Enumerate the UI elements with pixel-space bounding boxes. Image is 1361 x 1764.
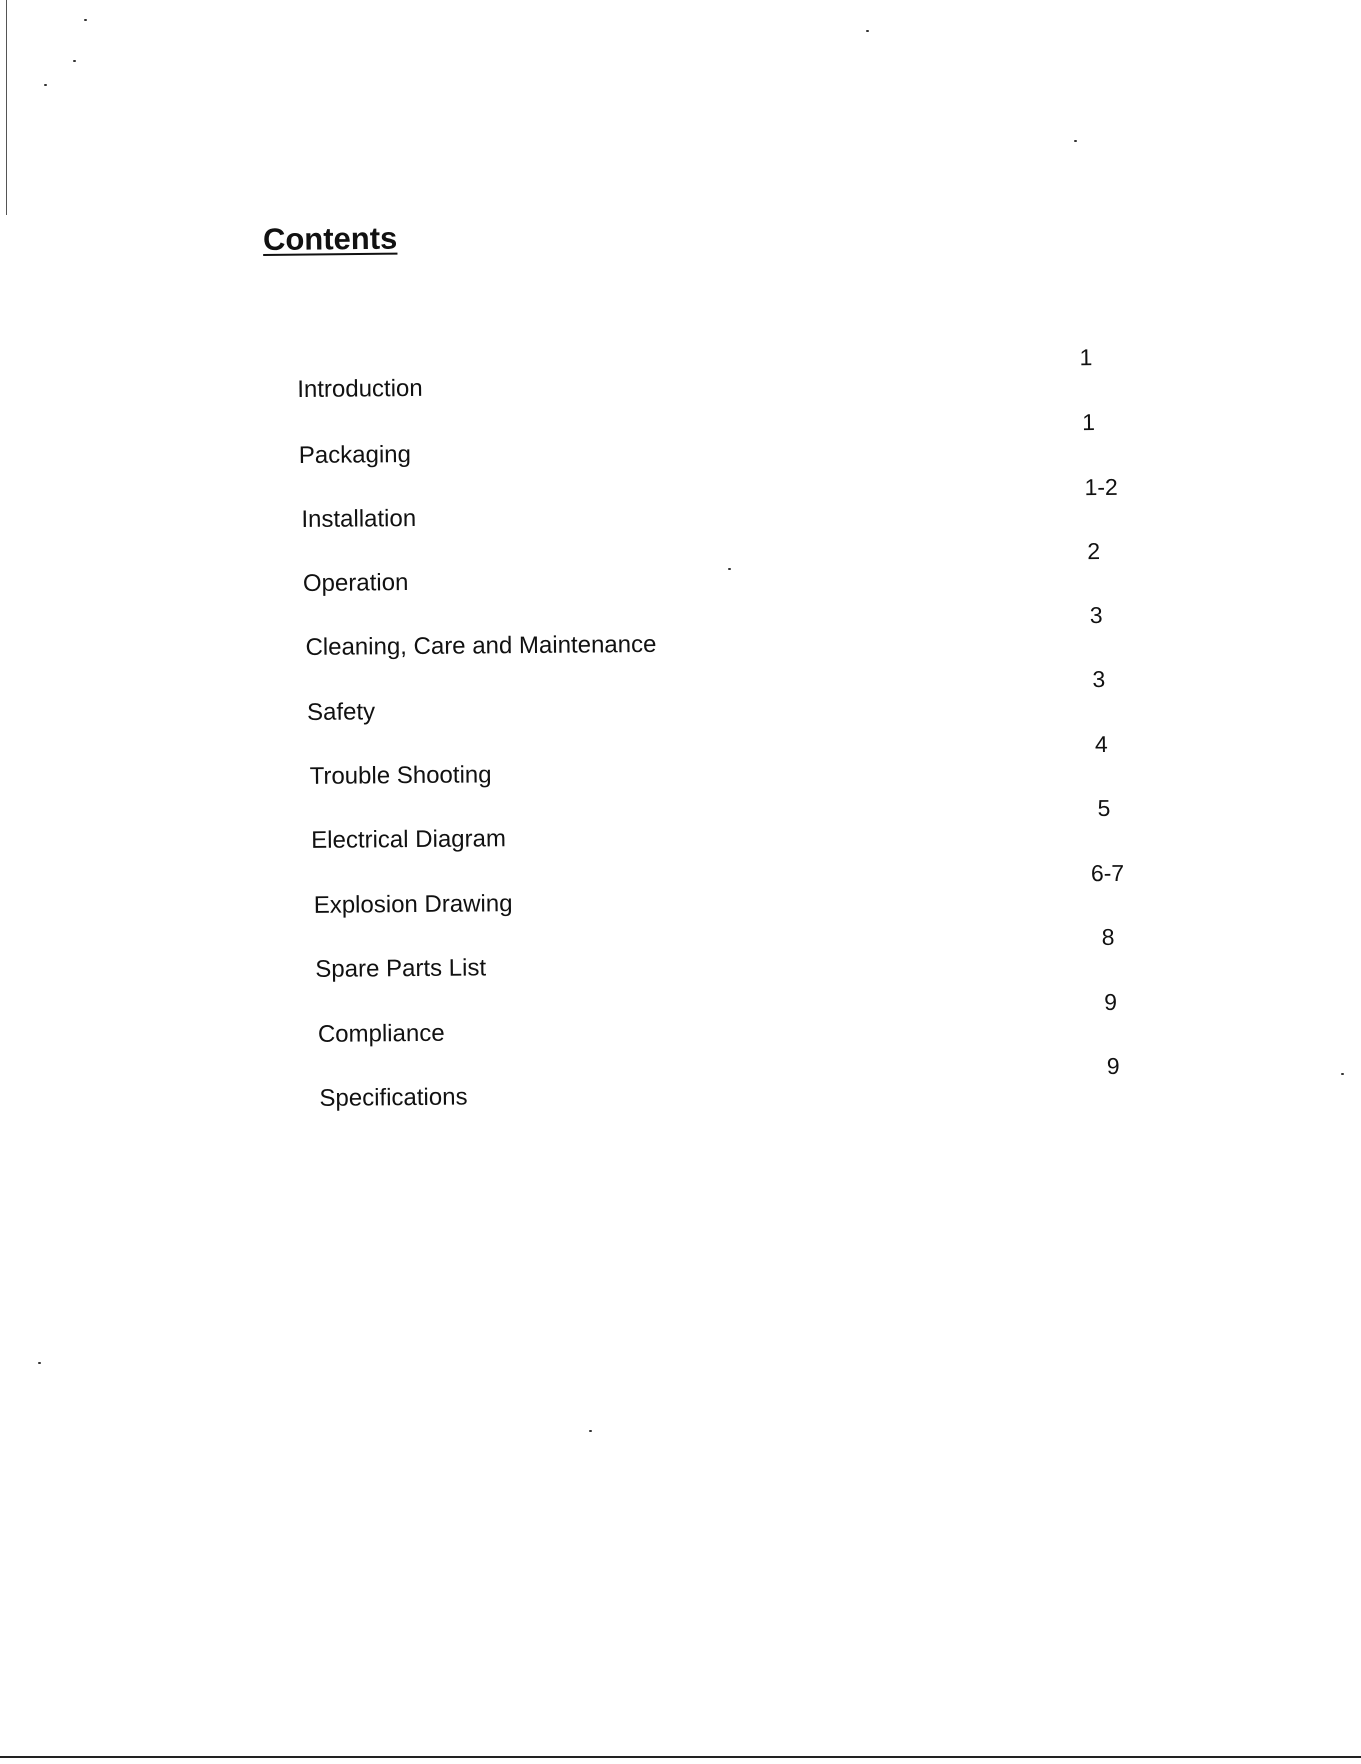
- toc-entry-page: 3: [1089, 602, 1103, 629]
- toc-entry-page: 1: [1079, 344, 1093, 371]
- toc-entry-label: Operation: [302, 569, 409, 597]
- page-title: Contents: [262, 220, 398, 257]
- toc-entry-label: Installation: [301, 504, 417, 533]
- toc-entry-page: 4: [1094, 730, 1108, 758]
- toc-entry-page: 8: [1101, 923, 1115, 951]
- toc-entry-page: 9: [1106, 1052, 1120, 1079]
- toc-entry-page: 9: [1104, 988, 1118, 1016]
- toc-entry-label: Trouble Shooting: [309, 761, 492, 790]
- toc-entry-page: 2: [1087, 538, 1101, 565]
- toc-entry-page: 3: [1092, 665, 1106, 693]
- toc-entry-label: Packaging: [298, 441, 412, 470]
- toc-entry-label: Compliance: [317, 1019, 445, 1048]
- toc-entry-page: 5: [1097, 794, 1111, 822]
- toc-entry-label: Cleaning, Care and Maintenance: [305, 630, 657, 661]
- toc-entry-label: Safety: [306, 698, 376, 726]
- toc-entry-label: Spare Parts List: [315, 954, 487, 983]
- toc-entry-page: 1: [1082, 409, 1096, 436]
- toc-entry-page: 1-2: [1084, 473, 1118, 501]
- toc-entry-label: Electrical Diagram: [311, 825, 507, 854]
- toc-entry-label: Introduction: [297, 374, 423, 404]
- toc-entry-label: Explosion Drawing: [313, 890, 513, 919]
- toc-entry-label: Specifications: [319, 1083, 468, 1112]
- toc-entry-page: 6-7: [1090, 859, 1125, 887]
